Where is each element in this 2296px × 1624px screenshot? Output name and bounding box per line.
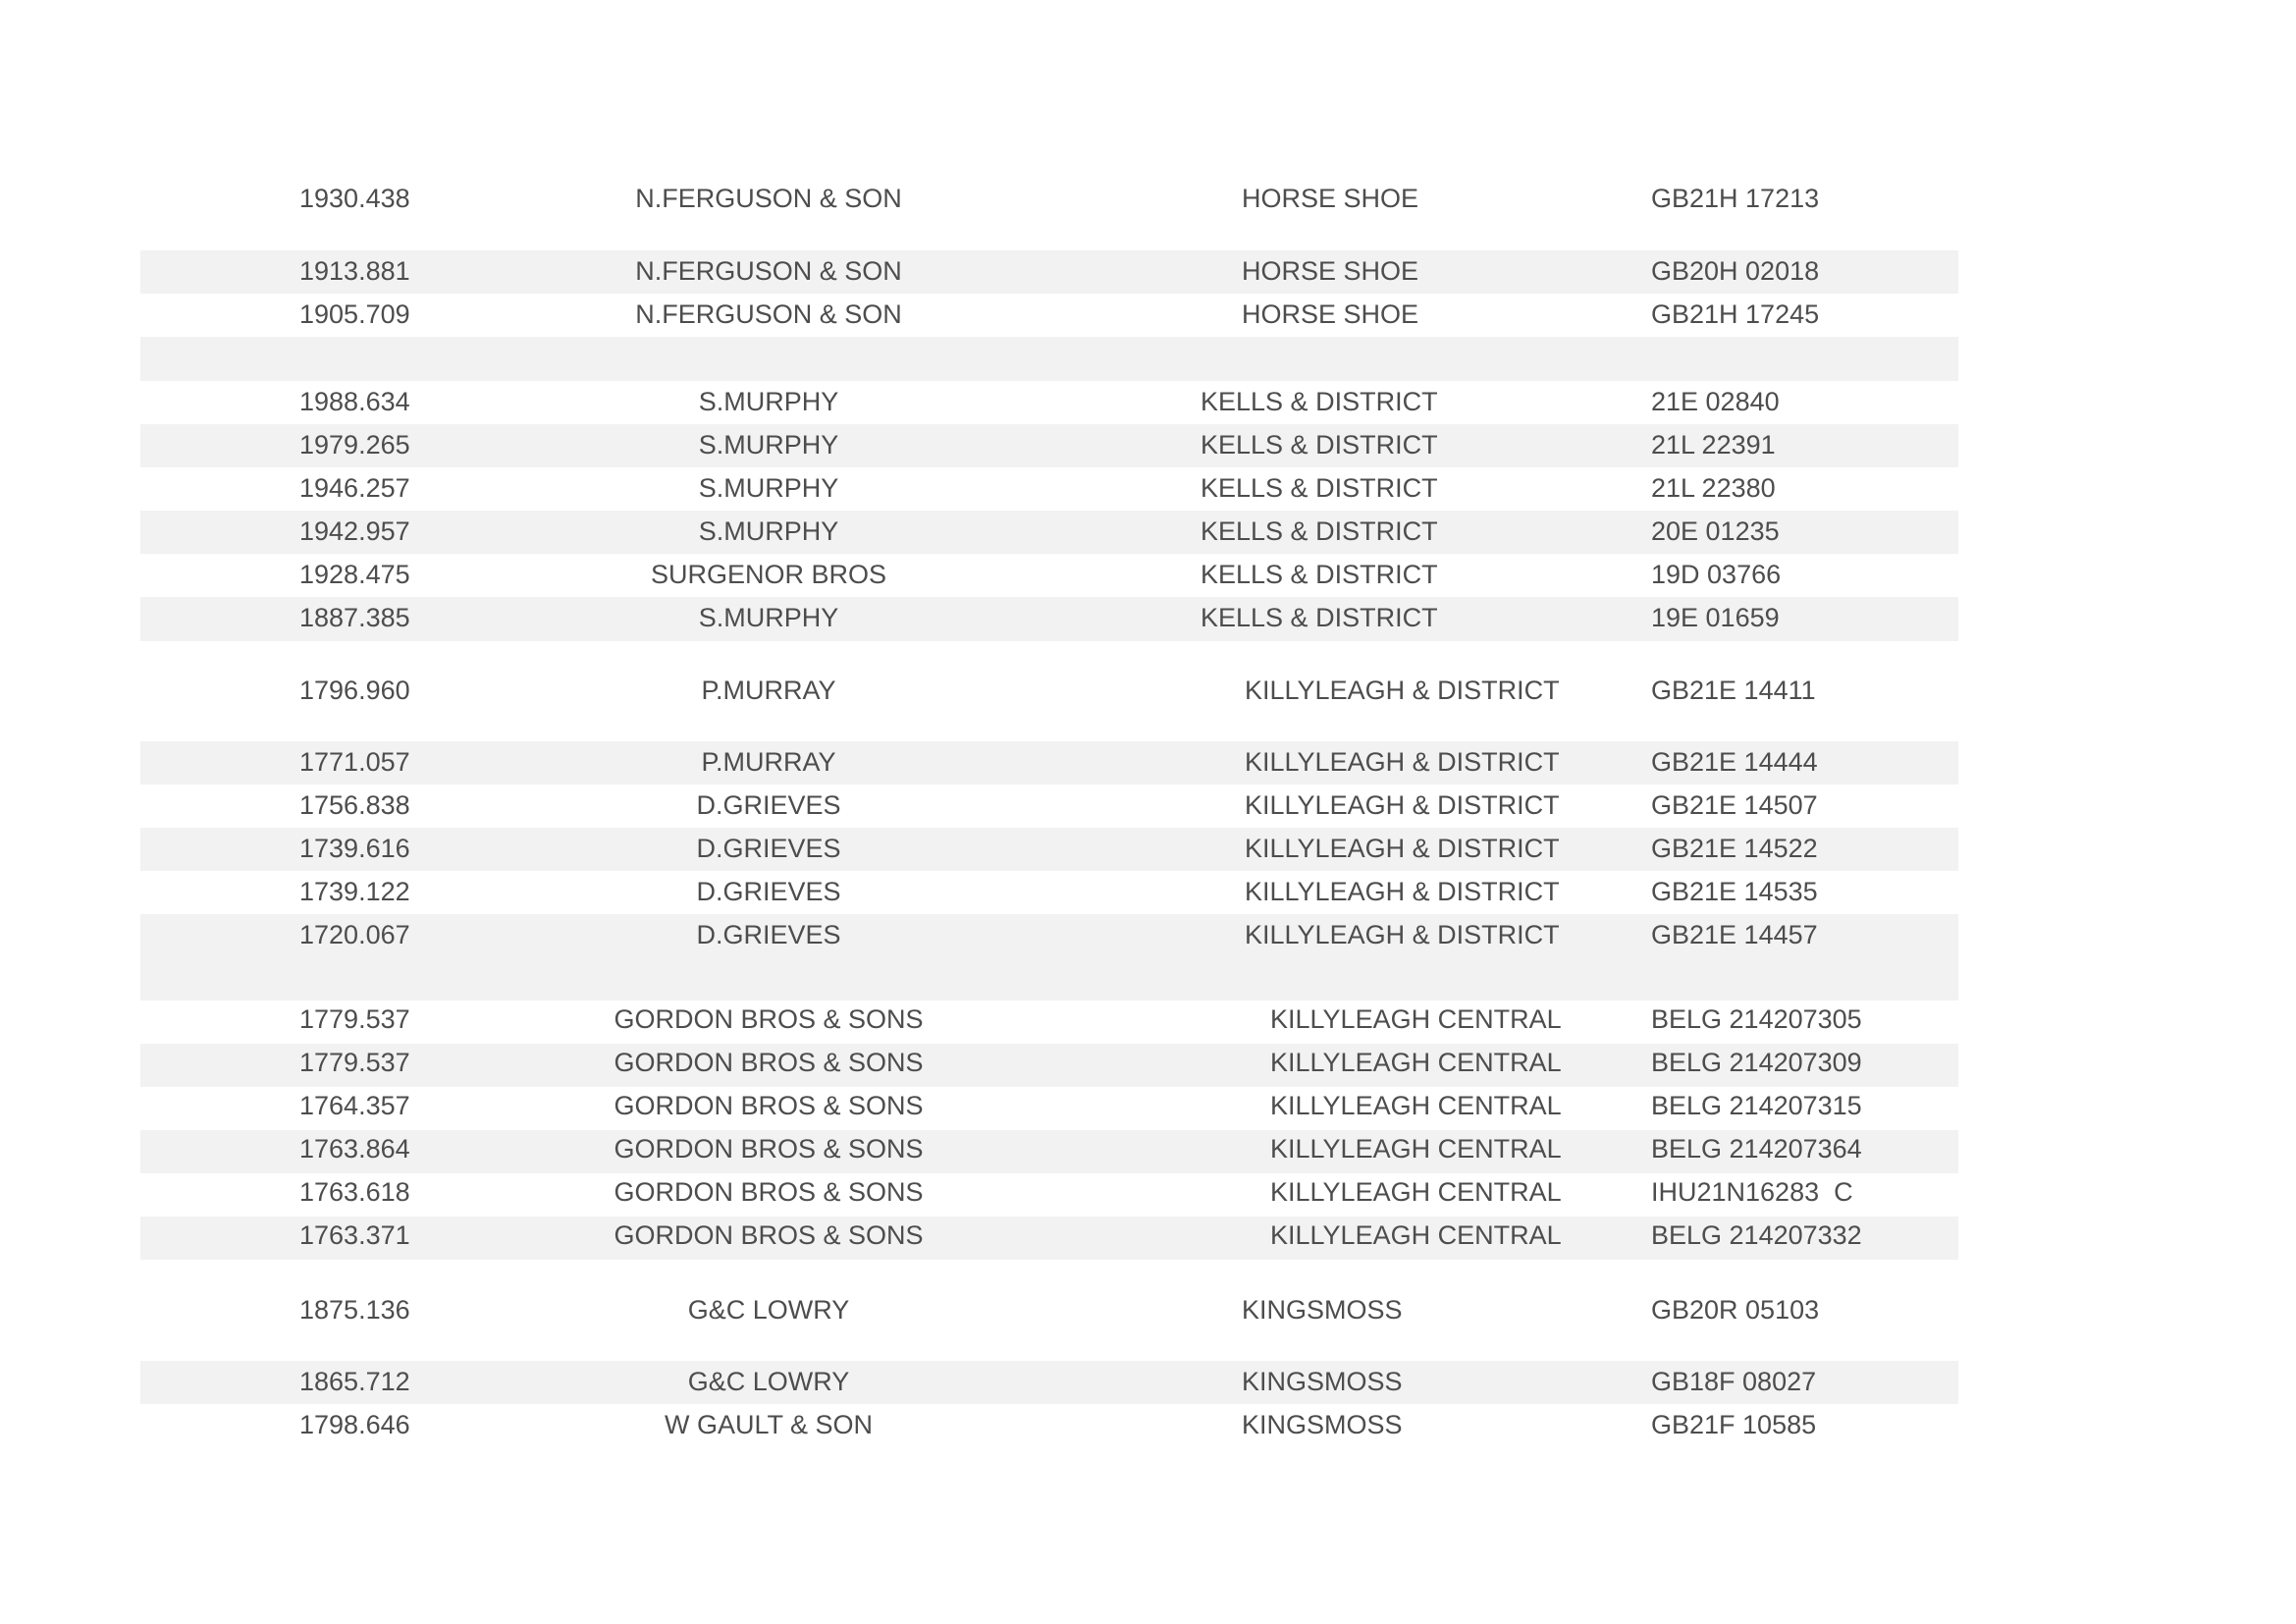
distance-cell: 1928.475 bbox=[299, 560, 410, 589]
ring-cell: 21L 22380 bbox=[1651, 473, 1776, 503]
ring-cell: 21E 02840 bbox=[1651, 387, 1780, 416]
owner-cell: GORDON BROS & SONS bbox=[614, 1091, 924, 1120]
distance-cell: 1875.136 bbox=[299, 1295, 410, 1325]
ring-cell: GB21H 17245 bbox=[1651, 299, 1820, 329]
club-cell: KILLYLEAGH CENTRAL bbox=[1270, 1177, 1562, 1207]
table-row bbox=[140, 914, 1958, 1001]
owner-cell: S.MURPHY bbox=[698, 516, 839, 546]
distance-cell: 1979.265 bbox=[299, 430, 410, 460]
ring-cell: GB21F 10585 bbox=[1651, 1410, 1817, 1439]
distance-cell: 1756.838 bbox=[299, 790, 410, 820]
table-row bbox=[140, 1001, 1958, 1044]
club-cell: KILLYLEAGH CENTRAL bbox=[1270, 1004, 1562, 1034]
owner-cell: S.MURPHY bbox=[698, 473, 839, 503]
ring-cell: 19D 03766 bbox=[1651, 560, 1782, 589]
table-row bbox=[140, 828, 1958, 871]
owner-cell: GORDON BROS & SONS bbox=[614, 1134, 924, 1164]
ring-cell: GB21H 17213 bbox=[1651, 184, 1820, 213]
club-cell: HORSE SHOE bbox=[1242, 299, 1419, 329]
table-row bbox=[140, 1217, 1958, 1260]
owner-cell: G&C LOWRY bbox=[687, 1295, 850, 1325]
distance-cell: 1865.712 bbox=[299, 1367, 410, 1396]
table-row bbox=[140, 785, 1958, 828]
table-row bbox=[140, 1404, 1958, 1447]
club-cell: KELLS & DISTRICT bbox=[1201, 603, 1438, 632]
distance-cell: 1763.371 bbox=[299, 1220, 410, 1250]
ring-cell: BELG 214207364 bbox=[1651, 1134, 1862, 1164]
distance-cell: 1779.537 bbox=[299, 1048, 410, 1077]
owner-cell: S.MURPHY bbox=[698, 387, 839, 416]
ring-cell: GB21E 14535 bbox=[1651, 877, 1818, 906]
table-row bbox=[140, 1361, 1958, 1404]
club-cell: KELLS & DISTRICT bbox=[1201, 560, 1438, 589]
table-row bbox=[140, 1044, 1958, 1087]
ring-cell: BELG 214207309 bbox=[1651, 1048, 1862, 1077]
club-cell: KINGSMOSS bbox=[1242, 1295, 1403, 1325]
owner-cell: N.FERGUSON & SON bbox=[635, 184, 902, 213]
club-cell: KILLYLEAGH & DISTRICT bbox=[1245, 834, 1560, 863]
owner-cell: N.FERGUSON & SON bbox=[635, 256, 902, 286]
club-cell: KELLS & DISTRICT bbox=[1201, 387, 1438, 416]
distance-cell: 1764.357 bbox=[299, 1091, 410, 1120]
distance-cell: 1771.057 bbox=[299, 747, 410, 777]
club-cell: KILLYLEAGH & DISTRICT bbox=[1245, 676, 1560, 705]
club-cell: KILLYLEAGH & DISTRICT bbox=[1245, 877, 1560, 906]
table-row bbox=[140, 511, 1958, 554]
club-cell: KILLYLEAGH & DISTRICT bbox=[1245, 920, 1560, 949]
table-row bbox=[140, 181, 1958, 224]
owner-cell: GORDON BROS & SONS bbox=[614, 1177, 924, 1207]
ring-cell: GB21E 14507 bbox=[1651, 790, 1818, 820]
club-cell: KELLS & DISTRICT bbox=[1201, 473, 1438, 503]
owner-cell: D.GRIEVES bbox=[696, 877, 841, 906]
owner-cell: GORDON BROS & SONS bbox=[614, 1220, 924, 1250]
ring-cell: GB21E 14522 bbox=[1651, 834, 1818, 863]
table-row bbox=[140, 1087, 1958, 1130]
distance-cell: 1988.634 bbox=[299, 387, 410, 416]
club-cell: KINGSMOSS bbox=[1242, 1367, 1403, 1396]
ring-cell: GB18F 08027 bbox=[1651, 1367, 1817, 1396]
ring-cell: GB21E 14444 bbox=[1651, 747, 1818, 777]
distance-cell: 1946.257 bbox=[299, 473, 410, 503]
table-row bbox=[140, 1173, 1958, 1217]
distance-cell: 1905.709 bbox=[299, 299, 410, 329]
owner-cell: P.MURRAY bbox=[701, 676, 836, 705]
table-row bbox=[140, 597, 1958, 641]
table-row bbox=[140, 467, 1958, 511]
ring-cell: 21L 22391 bbox=[1651, 430, 1776, 460]
club-cell: HORSE SHOE bbox=[1242, 256, 1419, 286]
ring-cell: BELG 214207305 bbox=[1651, 1004, 1862, 1034]
distance-cell: 1720.067 bbox=[299, 920, 410, 949]
ring-cell: 20E 01235 bbox=[1651, 516, 1780, 546]
table-row bbox=[140, 1130, 1958, 1173]
club-cell: KILLYLEAGH & DISTRICT bbox=[1245, 790, 1560, 820]
ring-cell: BELG 214207315 bbox=[1651, 1091, 1862, 1120]
distance-cell: 1739.616 bbox=[299, 834, 410, 863]
owner-cell: S.MURPHY bbox=[698, 430, 839, 460]
owner-cell: GORDON BROS & SONS bbox=[614, 1004, 924, 1034]
owner-cell: S.MURPHY bbox=[698, 603, 839, 632]
ring-cell: 19E 01659 bbox=[1651, 603, 1780, 632]
table-row bbox=[140, 381, 1958, 424]
distance-cell: 1779.537 bbox=[299, 1004, 410, 1034]
ring-cell: GB20R 05103 bbox=[1651, 1295, 1820, 1325]
table-row bbox=[140, 424, 1958, 467]
distance-cell: 1942.957 bbox=[299, 516, 410, 546]
ring-cell: GB21E 14411 bbox=[1651, 676, 1816, 705]
distance-cell: 1739.122 bbox=[299, 877, 410, 906]
table-row bbox=[140, 871, 1958, 914]
table-row bbox=[140, 673, 1958, 716]
owner-cell: P.MURRAY bbox=[701, 747, 836, 777]
distance-cell: 1930.438 bbox=[299, 184, 410, 213]
owner-cell: SURGENOR BROS bbox=[650, 560, 887, 589]
table-row bbox=[140, 1292, 1958, 1335]
table-row bbox=[140, 741, 1958, 785]
club-cell: KELLS & DISTRICT bbox=[1201, 430, 1438, 460]
table-row bbox=[140, 294, 1958, 337]
table-row bbox=[140, 554, 1958, 597]
club-cell: KILLYLEAGH & DISTRICT bbox=[1245, 747, 1560, 777]
spacer-row bbox=[140, 337, 1958, 381]
owner-cell: D.GRIEVES bbox=[696, 920, 841, 949]
club-cell: KELLS & DISTRICT bbox=[1201, 516, 1438, 546]
owner-cell: N.FERGUSON & SON bbox=[635, 299, 902, 329]
distance-cell: 1763.864 bbox=[299, 1134, 410, 1164]
owner-cell: G&C LOWRY bbox=[687, 1367, 850, 1396]
owner-cell: GORDON BROS & SONS bbox=[614, 1048, 924, 1077]
ring-cell: BELG 214207332 bbox=[1651, 1220, 1862, 1250]
owner-cell: D.GRIEVES bbox=[696, 790, 841, 820]
distance-cell: 1798.646 bbox=[299, 1410, 410, 1439]
club-cell: KINGSMOSS bbox=[1242, 1410, 1403, 1439]
ring-cell: IHU21N16283 C bbox=[1651, 1177, 1853, 1207]
distance-cell: 1763.618 bbox=[299, 1177, 410, 1207]
owner-cell: W GAULT & SON bbox=[664, 1410, 874, 1439]
owner-cell: D.GRIEVES bbox=[696, 834, 841, 863]
distance-cell: 1796.960 bbox=[299, 676, 410, 705]
club-cell: KILLYLEAGH CENTRAL bbox=[1270, 1220, 1562, 1250]
distance-cell: 1913.881 bbox=[299, 256, 410, 286]
club-cell: HORSE SHOE bbox=[1242, 184, 1419, 213]
distance-cell: 1887.385 bbox=[299, 603, 410, 632]
ring-cell: GB20H 02018 bbox=[1651, 256, 1820, 286]
club-cell: KILLYLEAGH CENTRAL bbox=[1270, 1091, 1562, 1120]
table-row bbox=[140, 250, 1958, 294]
club-cell: KILLYLEAGH CENTRAL bbox=[1270, 1048, 1562, 1077]
club-cell: KILLYLEAGH CENTRAL bbox=[1270, 1134, 1562, 1164]
ring-cell: GB21E 14457 bbox=[1651, 920, 1818, 949]
